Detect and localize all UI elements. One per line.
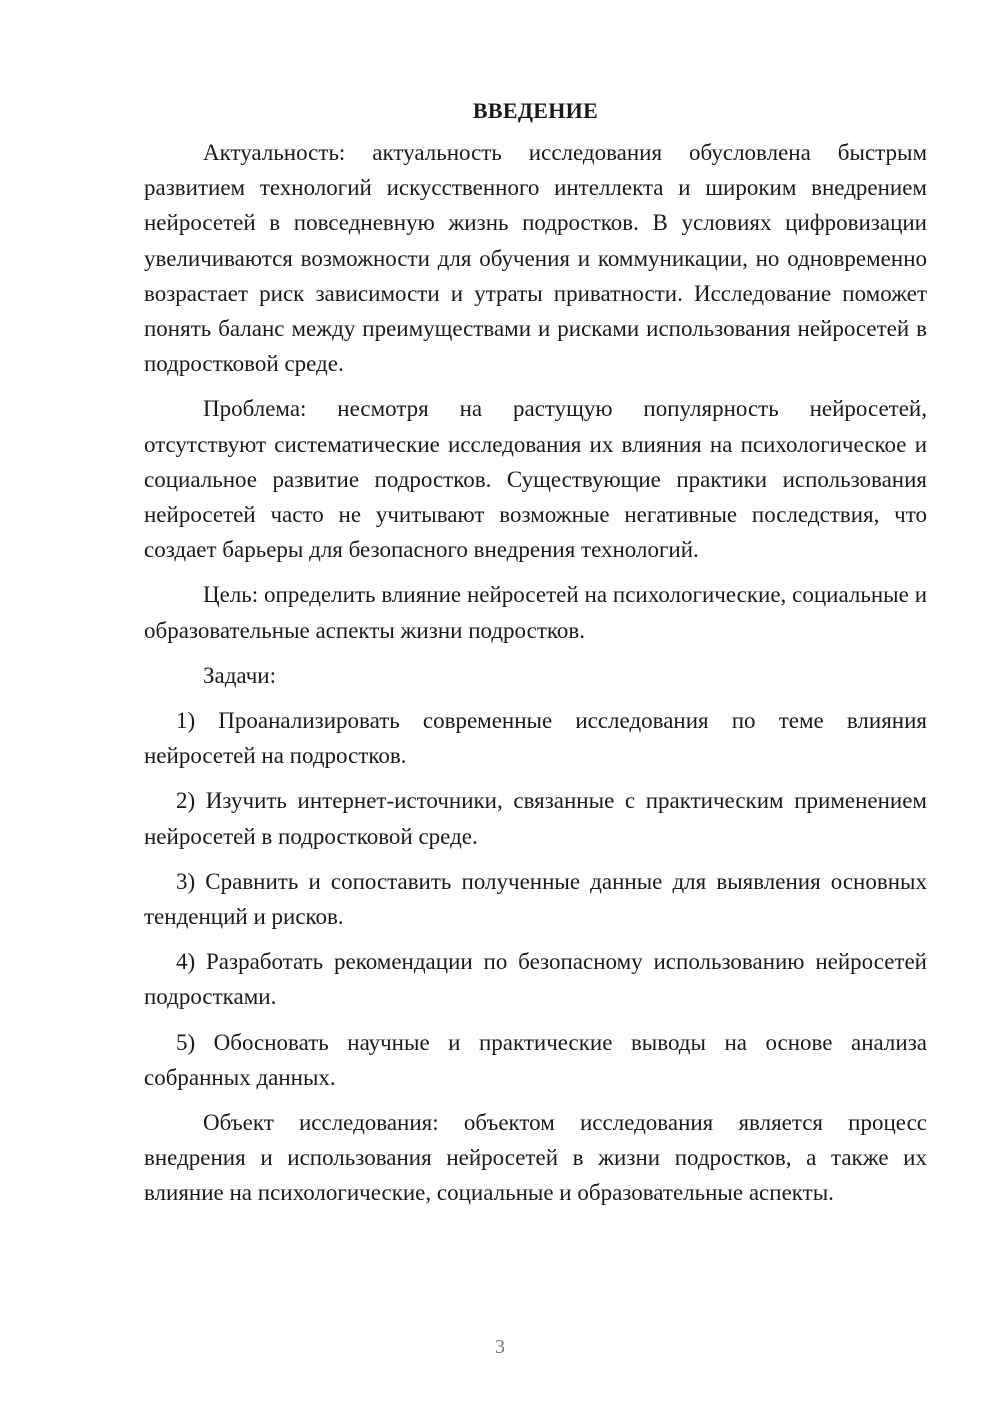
- task-item-2: 2) Изучить интернет-источники, связанные с практическим применением нейросетей в подростковой среде.: [144, 788, 927, 849]
- task-item-3: 3) Сравнить и сопоставить полученные данные для выявления основных тенденций и рисков.: [144, 868, 927, 930]
- relevance-paragraph: Актуальность: актуальность исследования обусловлена быстрым развитием технологий искусственного интеллекта и широким внедрением нейросетей в повседневную жизнь подростков. В условиях цифровизации увеличиваются возможности для обучения и коммуникации, но одновременно возрастает риск зависимости и утраты приватности. Исследование поможет понять баланс между преимуществами и рисками использования нейросетей в подростковой среде.: [144, 140, 927, 377]
- page-number: 3: [495, 1336, 505, 1358]
- section-title: ВВЕДЕНИЕ: [472, 98, 599, 123]
- goal-paragraph: Цель: определить влияние нейросетей на психологические, социальные и образовательные аспекты жизни подростков.: [144, 582, 927, 643]
- problem-paragraph: Проблема: несмотря на растущую популярность нейросетей, отсутствуют систематические исследования их влияния на психологическое и социальное развитие подростков. Существующие практики использования нейросетей часто не учитывают возможные негативные последствия, что создает барьеры для безопасного внедрения технологий.: [144, 396, 927, 563]
- tasks-heading: Задачи:: [203, 662, 276, 688]
- task-item-4: 4) Разработать рекомендации по безопасному использованию нейросетей подростками.: [144, 949, 927, 1010]
- object-paragraph: Объект исследования: объектом исследования является процесс внедрения и использования нейросетей в жизни подростков, а также их влияние на психологические, социальные и образовательные аспекты.: [144, 1110, 927, 1206]
- task-item-1: 1) Проанализировать современные исследования по теме влияния нейросетей на подростков.: [144, 708, 927, 769]
- page-content: [144, 93, 927, 1221]
- task-item-5: 5) Обосновать научные и практические выводы на основе анализа собранных данных.: [144, 1029, 927, 1090]
